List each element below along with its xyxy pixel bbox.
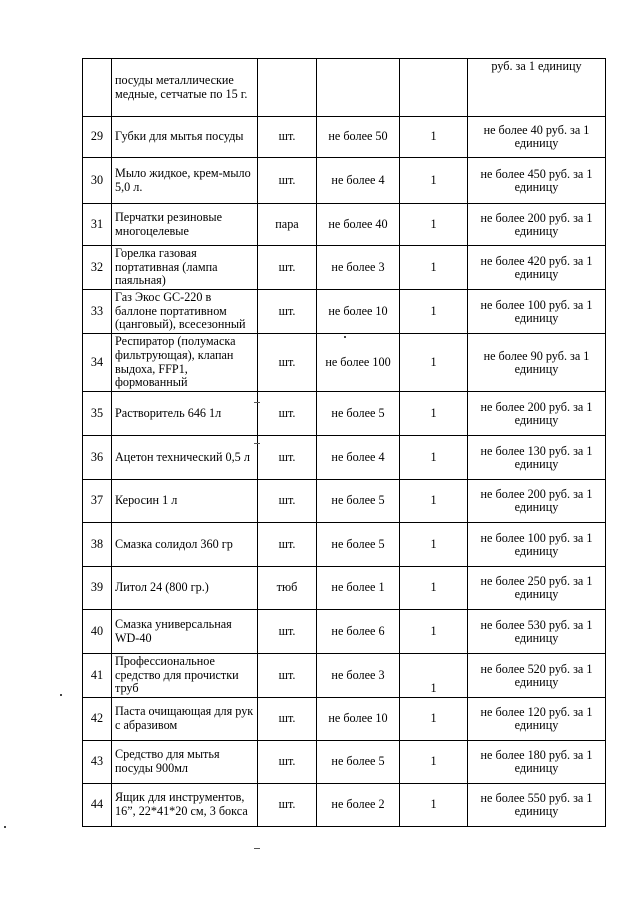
- item-count: 1: [400, 392, 468, 436]
- table-row: [83, 567, 606, 610]
- scan-mark: [254, 443, 260, 444]
- item-price: не более 40 руб. за 1 единицу: [468, 117, 606, 158]
- table-row: [83, 59, 606, 117]
- row-number: 44: [83, 784, 112, 827]
- item-quantity: не более 10: [317, 290, 400, 334]
- item-unit: шт.: [258, 698, 317, 741]
- row-number: [83, 59, 112, 117]
- item-count: 1: [400, 567, 468, 610]
- item-count: 1: [400, 334, 468, 392]
- item-name: Мыло жидкое, крем-мыло 5,0 л.: [112, 158, 258, 204]
- item-price: не более 200 руб. за 1 единицу: [468, 480, 606, 523]
- item-price: не более 200 руб. за 1 единицу: [468, 204, 606, 246]
- item-name: Паста очищающая для рук с абразивом: [112, 698, 258, 741]
- item-price: не более 520 руб. за 1 единицу: [468, 654, 606, 698]
- item-count: 1: [400, 117, 468, 158]
- item-count: 1: [400, 654, 468, 698]
- item-name: Ящик для инструментов, 16”, 22*41*20 см, 3 бокса: [112, 784, 258, 827]
- item-quantity: не более 1: [317, 567, 400, 610]
- item-price: не более 130 руб. за 1 единицу: [468, 436, 606, 480]
- item-count: 1: [400, 246, 468, 290]
- item-price: не более 250 руб. за 1 единицу: [468, 567, 606, 610]
- scan-mark: [254, 848, 260, 849]
- table-row: [83, 246, 606, 290]
- row-number: 39: [83, 567, 112, 610]
- item-unit: шт.: [258, 290, 317, 334]
- table-row: [83, 698, 606, 741]
- item-name: Респиратор (полумаска фильтрующая), клапан выдоха, FFP1, формованный: [112, 334, 258, 392]
- item-quantity: не более 5: [317, 480, 400, 523]
- item-unit: шт.: [258, 392, 317, 436]
- item-count: 1: [400, 480, 468, 523]
- item-unit: шт.: [258, 246, 317, 290]
- item-quantity: не более 5: [317, 523, 400, 567]
- item-quantity: не более 2: [317, 784, 400, 827]
- item-quantity: не более 4: [317, 436, 400, 480]
- item-unit: шт.: [258, 784, 317, 827]
- item-name: Профессиональное средство для прочистки труб: [112, 654, 258, 698]
- item-price: не более 550 руб. за 1 единицу: [468, 784, 606, 827]
- item-name: Керосин 1 л: [112, 480, 258, 523]
- item-price: не более 200 руб. за 1 единицу: [468, 392, 606, 436]
- item-name: Литол 24 (800 гр.): [112, 567, 258, 610]
- item-unit: шт.: [258, 334, 317, 392]
- item-name: посуды металлические медные, сетчатые по 15 г.: [112, 59, 258, 117]
- item-unit: шт.: [258, 610, 317, 654]
- item-price: не более 100 руб. за 1 единицу: [468, 290, 606, 334]
- row-number: 38: [83, 523, 112, 567]
- table-row: [83, 480, 606, 523]
- item-unit: тюб: [258, 567, 317, 610]
- item-count: 1: [400, 523, 468, 567]
- item-name: Растворитель 646 1л: [112, 392, 258, 436]
- item-name: Смазка универсальная WD-40: [112, 610, 258, 654]
- item-unit: шт.: [258, 158, 317, 204]
- row-number: 36: [83, 436, 112, 480]
- row-number: 31: [83, 204, 112, 246]
- item-quantity: не более 5: [317, 741, 400, 784]
- row-number: 35: [83, 392, 112, 436]
- item-quantity: не более 10: [317, 698, 400, 741]
- table-row: [83, 610, 606, 654]
- row-number: 37: [83, 480, 112, 523]
- items-table-body: [83, 59, 606, 827]
- scan-mark: [344, 336, 346, 338]
- row-number: 29: [83, 117, 112, 158]
- table-row: [83, 158, 606, 204]
- row-number: 32: [83, 246, 112, 290]
- item-price: не более 180 руб. за 1 единицу: [468, 741, 606, 784]
- table-row: [83, 523, 606, 567]
- table-row: [83, 654, 606, 698]
- item-quantity: не более 50: [317, 117, 400, 158]
- item-quantity: не более 3: [317, 246, 400, 290]
- item-count: 1: [400, 698, 468, 741]
- row-number: 33: [83, 290, 112, 334]
- item-name: Средство для мытья посуды 900мл: [112, 741, 258, 784]
- item-price: не более 90 руб. за 1 единицу: [468, 334, 606, 392]
- item-quantity: не более 5: [317, 392, 400, 436]
- item-unit: шт.: [258, 117, 317, 158]
- item-quantity: не более 100: [317, 334, 400, 392]
- item-count: 1: [400, 436, 468, 480]
- item-price: не более 120 руб. за 1 единицу: [468, 698, 606, 741]
- item-unit: шт.: [258, 741, 317, 784]
- item-quantity: не более 6: [317, 610, 400, 654]
- table-row: [83, 290, 606, 334]
- scan-mark: [254, 402, 260, 403]
- item-name: Газ Экос GC-220 в баллоне портативном (цанговый), всесезонный: [112, 290, 258, 334]
- table-row: [83, 204, 606, 246]
- item-name: Горелка газовая портативная (лампа паяльная): [112, 246, 258, 290]
- item-unit: шт.: [258, 480, 317, 523]
- item-unit: шт.: [258, 523, 317, 567]
- table-row: [83, 741, 606, 784]
- item-name: Перчатки резиновые многоцелевые: [112, 204, 258, 246]
- items-table: [82, 58, 606, 827]
- item-price: не более 450 руб. за 1 единицу: [468, 158, 606, 204]
- item-count: 1: [400, 610, 468, 654]
- row-number: 34: [83, 334, 112, 392]
- table-row: [83, 334, 606, 392]
- scan-mark: [4, 826, 6, 828]
- table-row: [83, 436, 606, 480]
- row-number: 42: [83, 698, 112, 741]
- item-unit: пара: [258, 204, 317, 246]
- row-number: 30: [83, 158, 112, 204]
- item-quantity: [317, 59, 400, 117]
- row-number: 41: [83, 654, 112, 698]
- item-unit: шт.: [258, 436, 317, 480]
- item-count: 1: [400, 204, 468, 246]
- row-number: 43: [83, 741, 112, 784]
- item-count: 1: [400, 158, 468, 204]
- row-number: 40: [83, 610, 112, 654]
- item-quantity: не более 3: [317, 654, 400, 698]
- item-quantity: не более 40: [317, 204, 400, 246]
- item-name: Ацетон технический 0,5 л: [112, 436, 258, 480]
- item-count: [400, 59, 468, 117]
- scan-mark: [60, 694, 62, 696]
- item-name: Губки для мытья посуды: [112, 117, 258, 158]
- table-row: [83, 784, 606, 827]
- item-name: Смазка солидол 360 гр: [112, 523, 258, 567]
- table-row: [83, 392, 606, 436]
- item-count: 1: [400, 784, 468, 827]
- item-unit: [258, 59, 317, 117]
- item-price: не более 530 руб. за 1 единицу: [468, 610, 606, 654]
- item-price: руб. за 1 единицу: [468, 59, 606, 117]
- item-count: 1: [400, 290, 468, 334]
- item-count: 1: [400, 741, 468, 784]
- item-quantity: не более 4: [317, 158, 400, 204]
- item-price: не более 420 руб. за 1 единицу: [468, 246, 606, 290]
- item-unit: шт.: [258, 654, 317, 698]
- item-price: не более 100 руб. за 1 единицу: [468, 523, 606, 567]
- table-row: [83, 117, 606, 158]
